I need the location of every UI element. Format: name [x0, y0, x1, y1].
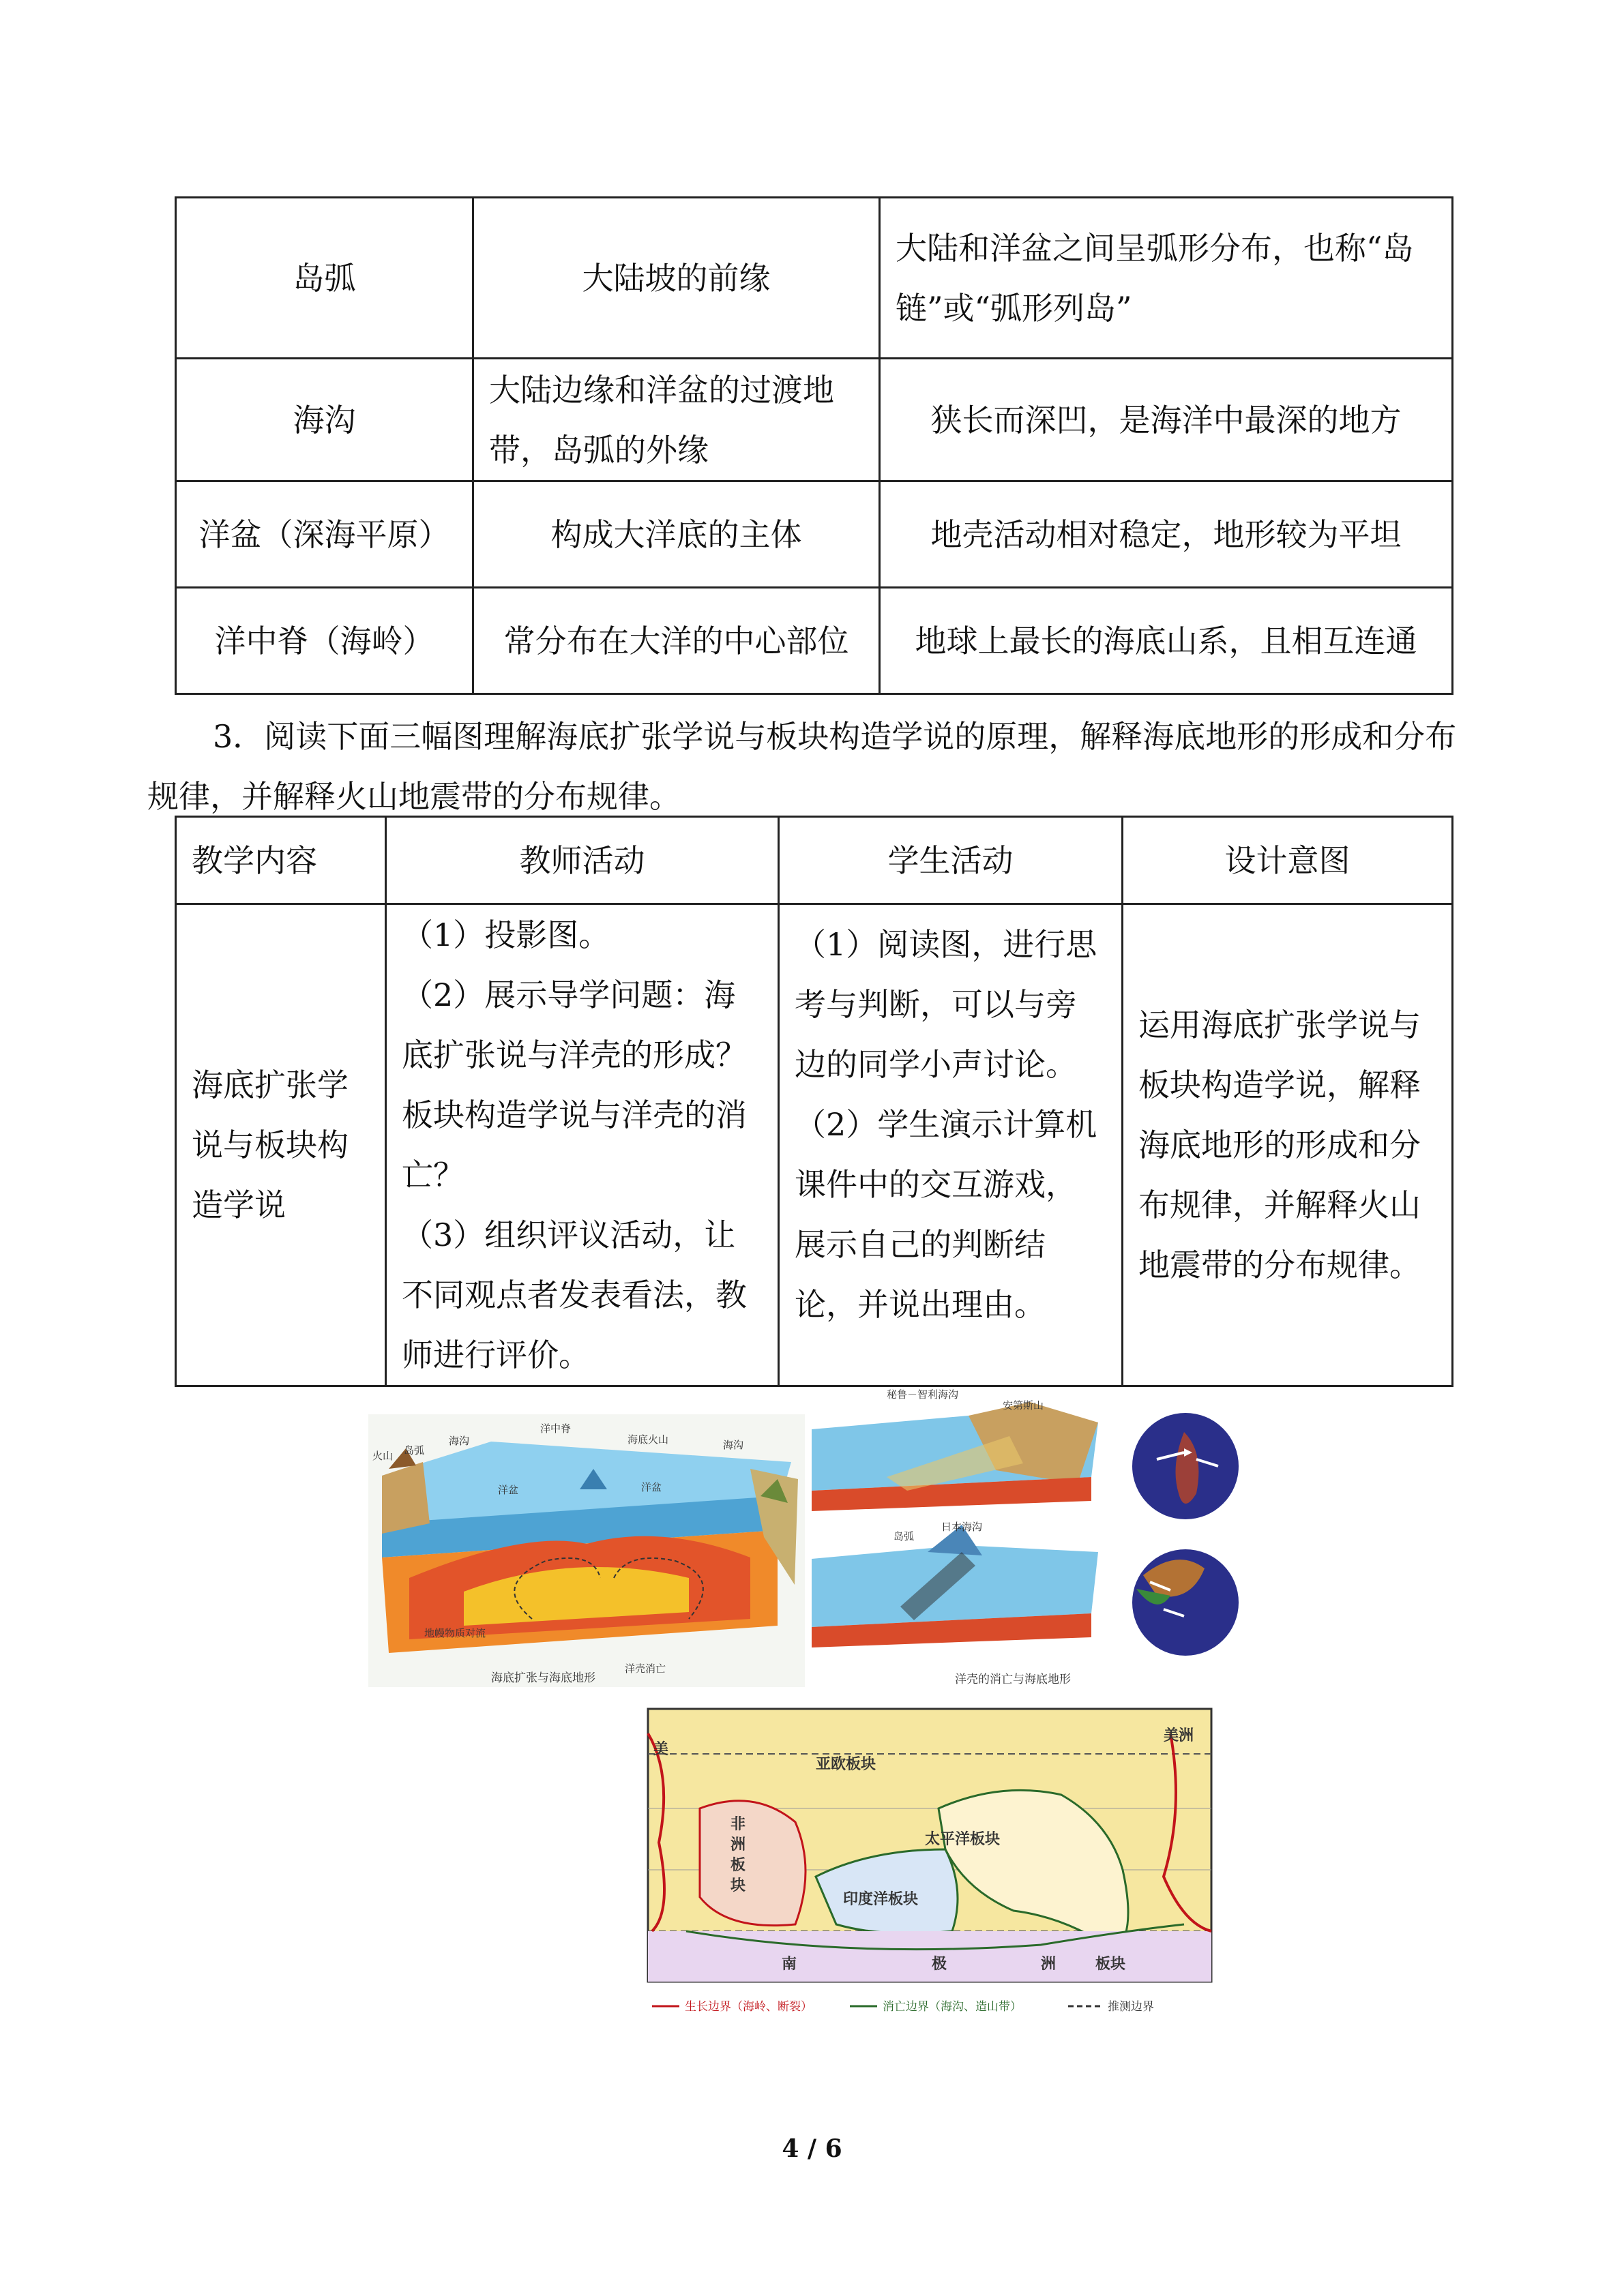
table-row	[176, 588, 1453, 694]
label-volcano: 火山	[372, 1450, 394, 1462]
subduction-diagram	[805, 1388, 1119, 1688]
figure-globes	[1116, 1412, 1259, 1664]
table-cell: 地壳活动相对稳定，地形较为平坦	[880, 481, 1453, 588]
figure1-caption: 海底扩张与海底地形	[491, 1671, 595, 1685]
table-header: 教学内容	[176, 817, 386, 904]
map-label-africa-3: 板	[730, 1857, 746, 1874]
map-label-pacific-plate: 太平洋板块	[925, 1831, 1001, 1848]
table-header-row	[176, 817, 1453, 904]
plate-map	[645, 1706, 1215, 2027]
map-label-indian-plate: 印度洋板块	[843, 1891, 919, 1908]
map-label-eurasian-plate: 亚欧板块	[816, 1756, 876, 1773]
label-andes: 安第斯山	[1003, 1399, 1044, 1412]
map-label-america-right: 美洲	[1164, 1727, 1194, 1744]
table-cell	[386, 904, 779, 1386]
figure-seafloor-spreading	[368, 1414, 805, 1687]
table-cell: 构成大洋底的主体	[473, 481, 880, 588]
label-trench-right: 海沟	[723, 1439, 744, 1451]
figure-crust-subduction	[805, 1388, 1119, 1688]
table-cell: 大陆坡的前缘	[473, 198, 880, 359]
legend-inferred: 推测边界	[1108, 2000, 1154, 2014]
teaching-table	[175, 816, 1453, 1387]
student-item: （2）学生演示计算机课件中的交互游戏，展示自己的判断结论，并说出理由。	[795, 1106, 1097, 1323]
table-cell: 狭长而深凹，是海洋中最深的地方	[880, 359, 1453, 481]
table-cell: 海沟	[176, 359, 473, 481]
table-cell	[779, 904, 1123, 1386]
label-ridge: 洋中脊	[540, 1422, 572, 1435]
table-row	[176, 481, 1453, 588]
table-cell: 大陆和洋盆之间呈弧形分布，也称“岛链”或“弧形列岛”	[880, 198, 1453, 359]
teacher-item: （3）组织评议活动，让不同观点者发表看法，教师进行评价。	[402, 1217, 747, 1373]
table-cell: 岛弧	[176, 198, 473, 359]
label-subduction: 洋壳消亡	[625, 1663, 666, 1675]
map-label-america-left: 美	[653, 1741, 669, 1758]
label-basin-left: 洋盆	[498, 1484, 519, 1496]
teacher-item: （1）投影图。	[402, 916, 610, 953]
legend-growth: 生长边界（海岭、断裂）	[685, 2000, 812, 2014]
table-cell: 洋盆（深海平原）	[176, 481, 473, 588]
map-label-africa-2: 洲	[730, 1836, 746, 1853]
map-label-antarctic-4: 板块	[1095, 1956, 1126, 1973]
label-trench-left: 海沟	[449, 1435, 470, 1447]
paragraph-3: 3．阅读下面三幅图理解海底扩张学说与板块构造学说的原理，解释海底地形的形成和分布规律，并解释火山地震带的分布规律。	[147, 718, 1457, 815]
teacher-item: （2）展示导学问题：海底扩张说与洋壳的形成？板块构造学说与洋壳的消亡？	[402, 976, 747, 1193]
table-cell: 洋中脊（海岭）	[176, 588, 473, 694]
table-header: 学生活动	[779, 817, 1123, 904]
map-label-africa-4: 块	[730, 1877, 746, 1894]
figure-plate-map	[645, 1706, 1215, 2027]
label-convection: 地幔物质对流	[424, 1627, 486, 1639]
label-basin-right: 洋盆	[641, 1481, 662, 1493]
table-header: 设计意图	[1123, 817, 1453, 904]
map-label-africa-1: 非	[730, 1816, 746, 1833]
label-island-arc-2: 岛弧	[894, 1530, 915, 1542]
page-number: 4 / 6	[782, 2134, 842, 2163]
globes-diagram	[1116, 1412, 1259, 1664]
table-cell: 大陆边缘和洋盆的过渡地带，岛弧的外缘	[473, 359, 880, 481]
label-seamount: 海底火山	[628, 1433, 669, 1446]
table-header: 教师活动	[386, 817, 779, 904]
table-cell: 常分布在大洋的中心部位	[473, 588, 880, 694]
student-item: （1）阅读图，进行思考与判断，可以与旁边的同学小声讨论。	[795, 926, 1097, 1083]
legend-subduction: 消亡边界（海沟、造山带）	[883, 2000, 1022, 2014]
table-row	[176, 198, 1453, 359]
map-label-antarctic-2: 极	[932, 1956, 947, 1973]
map-label-antarctic-3: 洲	[1041, 1956, 1057, 1973]
table-cell: 运用海底扩张学说与板块构造学说，解释海底地形的形成和分布规律，并解释火山地震带的分布规律。	[1123, 904, 1453, 1386]
label-peru-chile-trench: 秘鲁－智利海沟	[887, 1388, 959, 1401]
table-cell: 地球上最长的海底山系，且相互连通	[880, 588, 1453, 694]
figure2-caption: 洋壳的消亡与海底地形	[955, 1673, 1071, 1686]
ocean-floor-table	[175, 196, 1453, 695]
table-row	[176, 359, 1453, 481]
label-island-arc: 岛弧	[404, 1444, 425, 1457]
table-cell: 海底扩张学说与板块构造学说	[176, 904, 386, 1386]
label-japan-trench: 日本海沟	[941, 1521, 983, 1533]
map-label-antarctic-1: 南	[782, 1956, 797, 1973]
seafloor-spreading-diagram	[368, 1414, 805, 1687]
table-row	[176, 904, 1453, 1386]
